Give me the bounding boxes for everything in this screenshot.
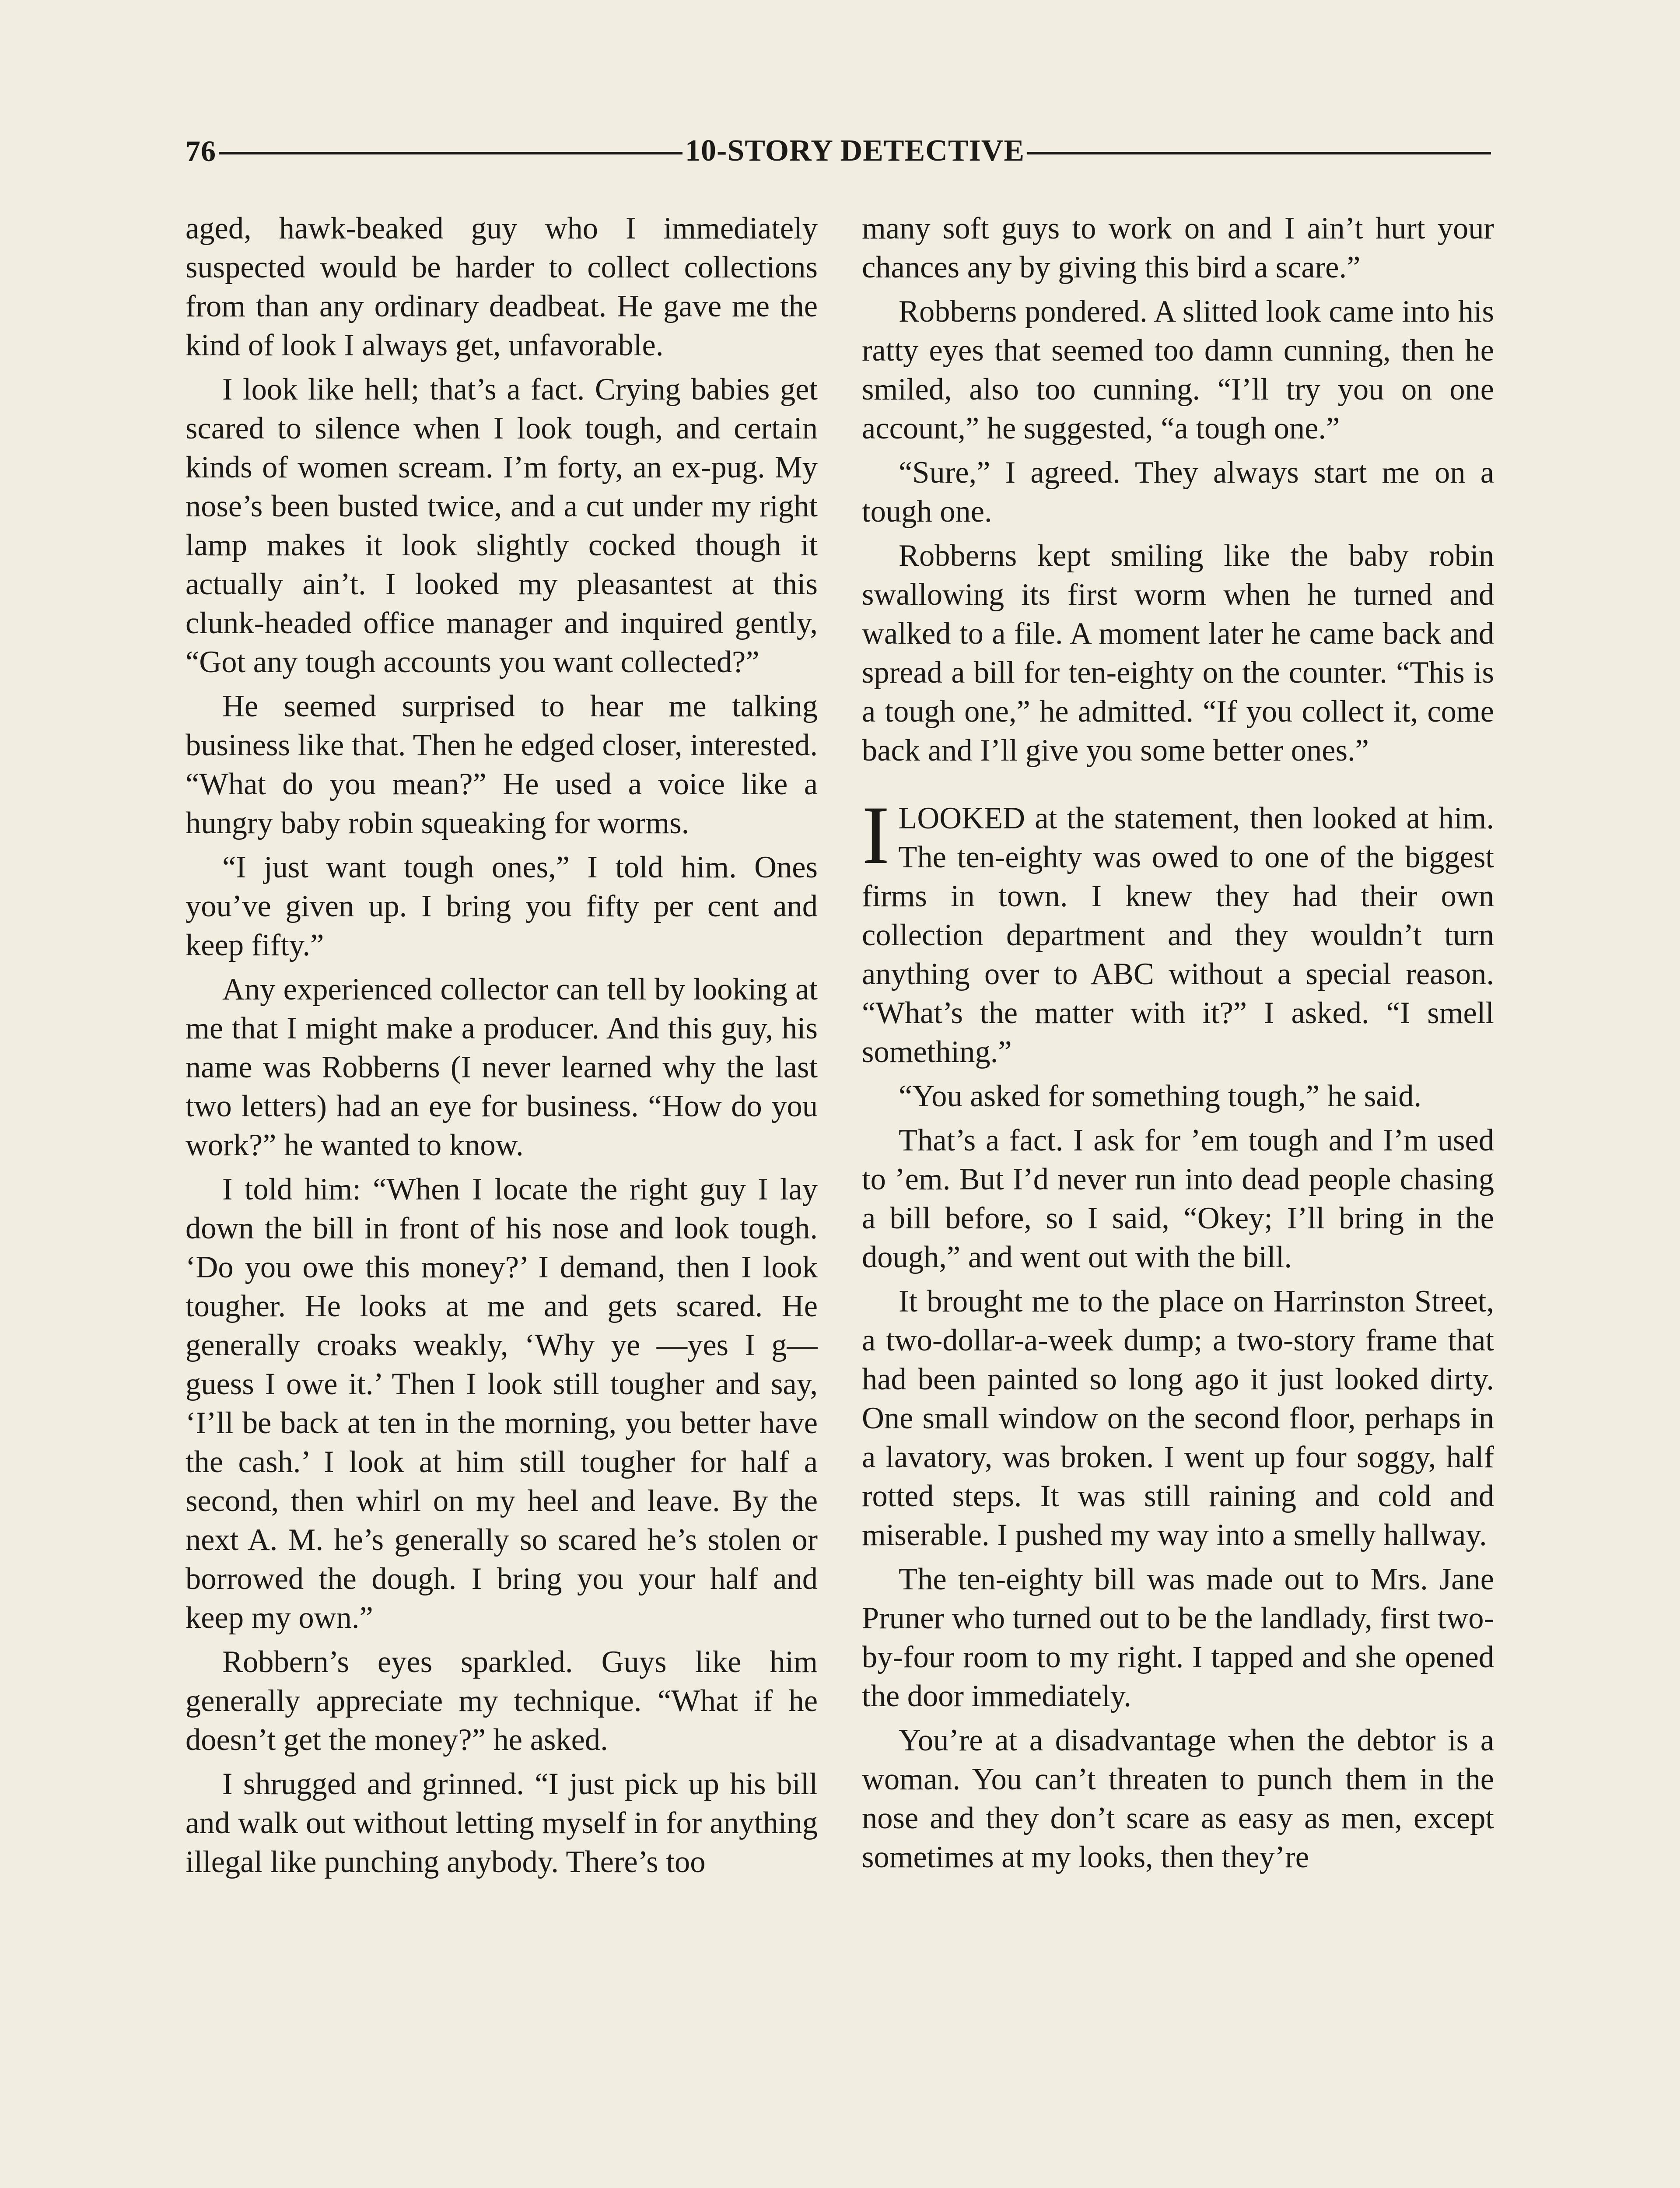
running-title: 10-STORY DETECTIVE bbox=[685, 134, 1025, 168]
paragraph: aged, hawk-beaked guy who I immediately suspected would be harder to collect collections from than any ordinary deadbeat. He gave me the kind of look I always get, unfavorable. bbox=[186, 211, 818, 362]
paragraph: That’s a fact. I ask for ’em tough and I’m used to ’em. But I’d never run into dead people chasing a bill before, so I said, “Okey; I’ll bring in the dough,” and went out with the bill. bbox=[862, 1123, 1494, 1274]
paragraph: “Sure,” I agreed. They always start me on a tough one. bbox=[862, 456, 1494, 529]
section-opening-text: LOOKED at the statement, then looked at him. The ten-eighty was owed to one of the biggest firms in town. I knew they had their own collection department and they wouldn’t turn anything over to ABC without a special reason. “What’s the matter with it?” I asked. “I smell something.” bbox=[862, 801, 1494, 1069]
paragraph: The ten-eighty bill was made out to Mrs. Jane Pruner who turned out to be the landlady, first two-by-four room to my right. I tapped and she opened the door immediately. bbox=[862, 1562, 1494, 1713]
paragraph: He seemed surprised to hear me talking business like that. Then he edged closer, interested. “What do you mean?” He used a voice like a hungry baby robin squeaking for worms. bbox=[186, 689, 818, 840]
paragraph: Robberns pondered. A slitted look came into his ratty eyes that seemed too damn cunning, then he smiled, also too cunning. “I’ll try you on one account,” he suggested, “a tough one.” bbox=[862, 295, 1494, 445]
section-opening-paragraph bbox=[862, 789, 1494, 1072]
paragraph: I told him: “When I locate the right guy I lay down the bill in front of his nose and look tough. ‘Do you owe this money?’ I demand, then I look tougher. He looks at me and gets scared. He generally croaks weakly, ‘Why ye —yes I g—guess I owe it.’ Then I look still tougher and say, ‘I’ll be back at ten in the morning, you better have the cash.’ I look at him still tougher for half a second, then whirl on my heel and leave. By the next A. M. he’s generally so scared he’s stolen or borrowed the dough. I bring you your half and keep my own.” bbox=[186, 1172, 818, 1635]
paragraph: Robbern’s eyes sparkled. Guys like him generally appreciate my technique. “What if he doesn’t get the money?” he asked. bbox=[186, 1645, 818, 1757]
header-rule-left bbox=[219, 152, 682, 154]
paragraph: Any experienced collector can tell by looking at me that I might make a producer. And this guy, his name was Robberns (I never learned why the last two letters) had an eye for business. “How do you work?” he wanted to know. bbox=[186, 972, 818, 1162]
left-column bbox=[186, 209, 818, 1887]
paragraph: I look like hell; that’s a fact. Crying babies get scared to silence when I look tough, and certain kinds of women scream. I’m forty, an ex-pug. My nose’s been busted twice, and a cut under my right lamp makes it look slightly cocked though it actually ain’t. I looked my pleasantest at this clunk-headed office manager and inquired gently, “Got any tough accounts you want collected?” bbox=[186, 372, 818, 679]
header-rule-right bbox=[1027, 152, 1491, 154]
paragraph: “I just want tough ones,” I told him. Ones you’ve given up. I bring you fifty per cent and keep fifty.” bbox=[186, 850, 818, 962]
paragraph: It brought me to the place on Harrinston Street, a two-dollar-a-week dump; a two-story frame that had been painted so long ago it just looked dirty. One small window on the second floor, perhaps in a lavatory, was broken. I went up four soggy, half rotted steps. It was still raining and cold and miserable. I pushed my way into a smelly hallway. bbox=[862, 1284, 1494, 1552]
right-column bbox=[862, 209, 1494, 1882]
paragraph: I shrugged and grinned. “I just pick up his bill and walk out without letting myself in for anything illegal like punching anybody. There’s too bbox=[186, 1767, 818, 1879]
paragraph: many soft guys to work on and I ain’t hurt your chances any by giving this bird a scare.” bbox=[862, 211, 1494, 284]
page-number: 76 bbox=[186, 134, 216, 168]
paragraph: “You asked for something tough,” he said. bbox=[899, 1079, 1422, 1113]
paragraph: Robberns kept smiling like the baby robin swallowing its first worm when he turned and walked to a file. A moment later he came back and spread a bill for ten-eighty on the counter. “This is a tough one,” he admitted. “If you collect it, come back and I’ll give you some better ones.” bbox=[862, 539, 1494, 768]
paragraph: You’re at a disadvantage when the debtor is a woman. You can’t threaten to punch them in the nose and they don’t scare as easy as men, except sometimes at my looks, then they’re bbox=[862, 1723, 1494, 1874]
drop-cap: I bbox=[862, 789, 890, 881]
page-header bbox=[186, 127, 1494, 175]
